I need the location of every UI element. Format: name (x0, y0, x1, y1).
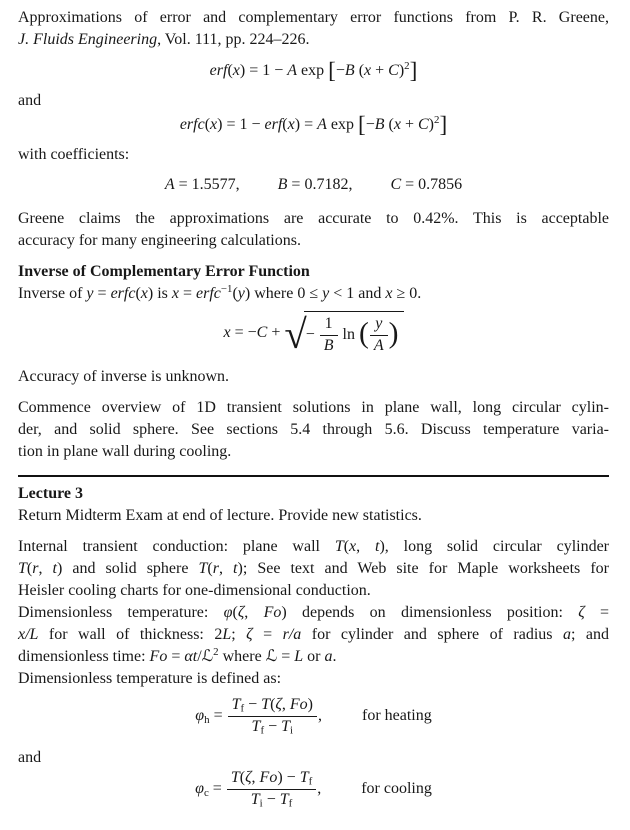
and-connector-2 (18, 747, 609, 769)
section-divider-rule (18, 475, 609, 478)
text-line: Heisler cooling charts for one-dimensional conduction. (18, 582, 371, 600)
equation-phi-heating: $\varphi_h$ = $\frac{T_f - T(\zeta, Fo)}{T_f - T_i}$ , for heating (195, 696, 432, 737)
coefficients-line: A = 1.5577, B = 0.7182, C = 0.7856 (164, 176, 463, 193)
transient-conduction-paragraph (18, 536, 609, 690)
intro-paragraph (18, 7, 609, 51)
text-line: Accuracy of inverse is unknown. (18, 367, 230, 385)
midterm-note-line: Return Midterm Exam at end of lecture. Provide new statistics. (18, 507, 422, 525)
and-connector (18, 90, 609, 112)
equation-erf: erf(x) = 1 − A exp [−B $(x + C)^2$] (209, 58, 418, 85)
text-line: Approximations of error and complementary error functions from P. R. Greene, (18, 9, 609, 26)
text-line: tion in plane wall during cooling. (18, 442, 232, 460)
inverse-section (18, 261, 609, 305)
overview-paragraph (18, 397, 609, 463)
text-line: with coefficients: (18, 146, 130, 163)
greene-accuracy-paragraph (18, 208, 609, 252)
text-line: Dimensionless temperature: φ(ζ, Fo) depends on dimensionless position: ζ = (18, 604, 609, 622)
text-line: accuracy for many engineering calculations. (18, 232, 301, 249)
text-line: Greene claims the approximations are accurate to 0.42%. This is acceptable (18, 210, 609, 227)
text-line: T(r, t) and solid sphere T(r, t); See text and Web site for Maple worksheets for (18, 560, 609, 578)
text-line: der, and solid sphere. See sections 5.4 through 5.6. Discuss temperature varia- (18, 420, 609, 438)
accuracy-note-line (18, 366, 609, 388)
text-line: Dimensionless temperature is defined as: (18, 670, 282, 688)
text-line: and (18, 92, 42, 109)
equation-phi-cooling: $\varphi_c$ = $\frac{T(\zeta, Fo) - T_f}{T_i - T_f}$ , for cooling (195, 769, 432, 810)
inverse-definition-line: Inverse of y = erfc(x) is x = erfc$^{-1}$(y) where 0 ≤ y < 1 and x ≥ 0. (18, 283, 422, 302)
inverse-section-heading: Inverse of Complementary Error Function (18, 263, 310, 280)
with-coefficients-line (18, 144, 609, 166)
text-line: and (18, 749, 42, 766)
text-line: Commence overview of 1D transient solutions in plane wall, long circular cylin- (18, 398, 609, 416)
text-line: Internal transient conduction: plane wall T(x, t), long solid circular cylinder (18, 538, 610, 556)
lecture-3-section (18, 483, 609, 527)
equation-inverse-erfc: x = −C + √ − $\frac{1}{B}$ ln ( $\frac{y}{A}$ ) (18, 311, 609, 356)
text-line: dimensionless time: Fo = αt/ℒ$^2$ where ℒ = L or a. (18, 646, 337, 666)
lecture-3-heading: Lecture 3 (18, 485, 84, 503)
text-line: x/L for wall of thickness: 2L; ζ = r/a for cylinder and sphere of radius a; and (18, 626, 609, 644)
text-line: J. Fluids Engineering, Vol. 111, pp. 224–226. (18, 31, 310, 48)
equation-erfc: erfc(x) = 1 − erf(x) = A exp [−B $(x + C)^2$] (179, 112, 448, 139)
